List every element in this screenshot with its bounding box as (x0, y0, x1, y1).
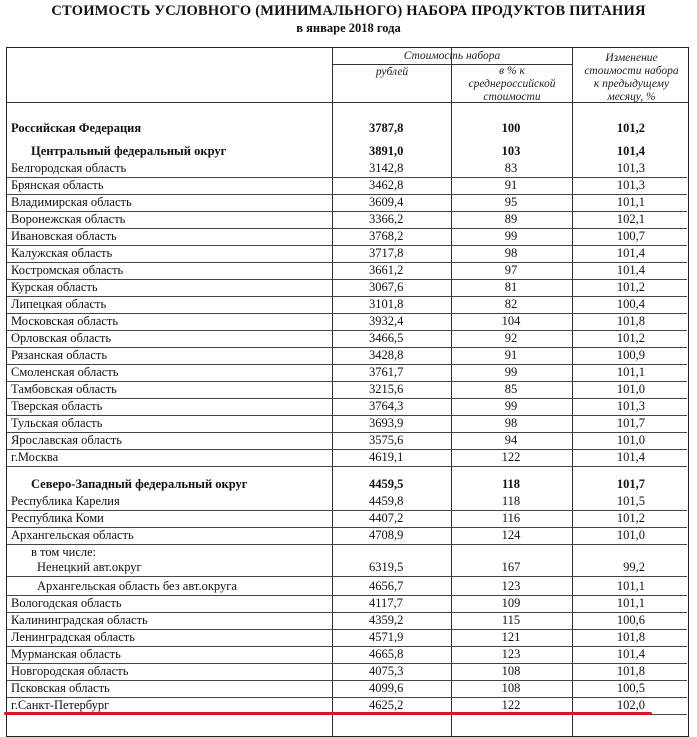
row-pct: 83 (504, 161, 518, 175)
header-pct-line3: стоимости (483, 91, 541, 103)
row-pct: 123 (501, 579, 521, 593)
row-cost: 4619,1 (369, 450, 404, 464)
row-cost: 3101,8 (369, 297, 404, 311)
row-pct: 118 (501, 494, 521, 508)
table-row (7, 229, 687, 246)
row-cost: 3609,4 (369, 195, 404, 209)
table-row (7, 263, 687, 280)
row-name: Курская область (11, 280, 98, 294)
table-row (7, 494, 687, 511)
header-pct-line2: среднероссийской (468, 78, 556, 90)
row-name: Белгородская область (11, 161, 127, 175)
row-name: Калининградская область (11, 613, 148, 627)
row-name: Владимирская область (11, 195, 132, 209)
table-row (7, 382, 687, 399)
row-change: 101,8 (616, 314, 645, 328)
row-name: Орловская область (11, 331, 112, 345)
row-change: 101,1 (616, 596, 645, 610)
row-name: Мурманская область (11, 647, 121, 661)
row-cost: 3693,9 (369, 416, 404, 430)
row-name: Воронежская область (11, 212, 126, 226)
row-name: Брянская область (11, 178, 104, 192)
row-name: Липецкая область (11, 297, 107, 311)
row-name: Архангельская область (11, 528, 134, 542)
row-change: 101,4 (616, 450, 645, 464)
row-pct: 124 (501, 528, 521, 542)
row-pct: 82 (504, 297, 518, 311)
row-name: Ленинградская область (11, 630, 135, 644)
row-cost: 4407,2 (369, 511, 404, 525)
row-cost: 3764,3 (369, 399, 404, 413)
row-name: Вологодская область (11, 596, 122, 610)
row-pct: 98 (504, 416, 518, 430)
row-cost: 4117,7 (369, 596, 403, 610)
header-change (573, 52, 690, 104)
row-change: 102,0 (616, 698, 645, 712)
row-pct: 121 (501, 630, 521, 644)
header-pct (452, 65, 572, 104)
row-pct: 81 (504, 280, 518, 294)
row-change: 101,0 (616, 528, 645, 542)
row-change: 101,7 (616, 416, 645, 430)
row-cost: 4459,8 (369, 494, 404, 508)
row-change: 101,4 (616, 246, 645, 260)
row-pct: 97 (504, 263, 518, 277)
row-divider (7, 466, 687, 467)
table-row (7, 647, 687, 664)
table-row (7, 433, 687, 450)
row-cost: 3142,8 (369, 161, 404, 175)
row-change: 101,3 (616, 161, 645, 175)
row-name: Смоленская область (11, 365, 119, 379)
table-row (7, 331, 687, 348)
row-change: 101,5 (616, 494, 645, 508)
row-pct: 116 (501, 511, 521, 525)
table-row (7, 560, 687, 577)
row-change: 101,2 (616, 280, 645, 294)
row-cost: 3428,8 (369, 348, 404, 362)
row-cost: 3575,6 (369, 433, 404, 447)
table-row (7, 528, 687, 545)
row-name: Ненецкий авт.округ (37, 560, 142, 574)
row-change: 100,7 (616, 229, 645, 243)
table-row (7, 365, 687, 382)
table-row (7, 314, 687, 331)
table-row (7, 399, 687, 416)
table-row (7, 195, 687, 212)
row-cost: 3661,2 (369, 263, 404, 277)
row-cost: 3067,6 (369, 280, 404, 294)
row-change: 101,4 (616, 647, 645, 661)
table-row (7, 664, 687, 681)
row-change: 102,1 (616, 212, 645, 226)
table-row (7, 613, 687, 630)
table-row (7, 596, 687, 613)
row-cost: 3215,6 (369, 382, 404, 396)
row-change: 101,2 (616, 331, 645, 345)
table-row (7, 416, 687, 433)
row-name: Ярославская область (11, 433, 122, 447)
row-pct: 104 (501, 314, 521, 328)
row-name: Московская область (11, 314, 119, 328)
row-change: 100,4 (616, 297, 645, 311)
row-cost: 3932,4 (369, 314, 404, 328)
table-row (7, 178, 687, 195)
row-name: г.Санкт-Петербург (11, 698, 110, 712)
row-change: 101,1 (616, 365, 645, 379)
row-name: Республика Коми (11, 511, 104, 525)
row-change: 100,5 (616, 681, 645, 695)
row-pct: 123 (501, 647, 521, 661)
row-cost: 3466,5 (369, 331, 404, 345)
row-pct: 103 (501, 144, 521, 158)
row-cost: 4099,6 (369, 681, 404, 695)
row-change: 101,2 (616, 511, 645, 525)
row-name: Тверская область (11, 399, 103, 413)
row-name: Российская Федерация (11, 121, 142, 135)
row-change: 101,8 (616, 664, 645, 678)
row-cost: 3768,2 (369, 229, 404, 243)
header-cost-group: Стоимость набора (403, 50, 501, 62)
table-row (7, 144, 687, 161)
row-cost: 3717,8 (369, 246, 404, 260)
row-name: Ивановская область (11, 229, 117, 243)
row-cost: 6319,5 (369, 560, 404, 574)
row-pct: 122 (501, 450, 521, 464)
row-pct: 109 (501, 596, 521, 610)
row-name: Рязанская область (11, 348, 108, 362)
row-cost: 3787,8 (369, 121, 404, 135)
table-row (7, 348, 687, 365)
table-row (7, 511, 687, 528)
row-change: 99,2 (623, 560, 645, 574)
row-pct: 99 (504, 365, 518, 379)
row-cost: 4359,2 (369, 613, 404, 627)
row-name: Новгородская область (11, 664, 129, 678)
page-title: СТОИМОСТЬ УСЛОВНОГО (МИНИМАЛЬНОГО) НАБОРА ПРОДУКТОВ ПИТАНИЯ (51, 3, 646, 19)
row-cost: 3761,7 (369, 365, 404, 379)
row-cost: 3462,8 (369, 178, 404, 192)
table-row (7, 280, 687, 297)
row-cost: 4656,7 (369, 579, 404, 593)
row-cost: 4708,9 (369, 528, 404, 542)
row-name: Тульская область (11, 416, 103, 430)
row-change: 100,9 (616, 348, 645, 362)
row-change: 101,1 (616, 579, 645, 593)
header-chg-line4: месяцу, % (607, 91, 656, 103)
table-row (7, 681, 687, 698)
row-pct: 122 (501, 698, 521, 712)
row-pct: 115 (501, 613, 521, 627)
header-chg-line1: Изменение (605, 52, 658, 64)
row-change: 101,0 (616, 382, 645, 396)
row-name: Архангельская область без авт.округа (37, 579, 237, 593)
row-pct: 108 (501, 664, 521, 678)
row-cost: 4665,8 (369, 647, 404, 661)
table-row (7, 161, 687, 178)
row-change: 101,8 (616, 630, 645, 644)
row-change: 101,4 (616, 144, 645, 158)
row-change: 101,0 (616, 433, 645, 447)
row-name: Центральный федеральный округ (31, 144, 227, 158)
row-cost: 3891,0 (369, 144, 404, 158)
row-divider (7, 576, 687, 577)
header-rub: рублей (375, 66, 409, 78)
row-name: Псковская область (11, 681, 110, 695)
header-pct-line1: в % к (499, 65, 525, 77)
row-name: Республика Карелия (11, 494, 120, 508)
row-change: 101,4 (616, 263, 645, 277)
row-pct: 94 (504, 433, 518, 447)
row-pct: 91 (504, 348, 518, 362)
row-pct: 89 (504, 212, 518, 226)
row-pct: 99 (504, 399, 518, 413)
table-row (7, 212, 687, 229)
row-cost: 4459,5 (369, 477, 404, 491)
row-pct: 92 (504, 331, 518, 345)
table-row (7, 246, 687, 263)
row-name: в том числе: (31, 545, 97, 559)
row-change: 101,2 (616, 121, 645, 135)
row-change: 101,7 (616, 477, 645, 491)
row-pct: 99 (504, 229, 518, 243)
highlight-underline (4, 712, 652, 715)
header-chg-line3: к предыдущему (593, 78, 670, 90)
row-pct: 85 (504, 382, 518, 396)
row-pct: 91 (504, 178, 518, 192)
table-row (7, 450, 687, 467)
row-name: г.Москва (11, 450, 59, 464)
row-change: 101,3 (616, 399, 645, 413)
table-row (7, 121, 687, 138)
row-name: Тамбовская область (11, 382, 117, 396)
row-pct: 118 (501, 477, 521, 491)
table-row (7, 630, 687, 647)
row-change: 101,1 (616, 195, 645, 209)
table-row (7, 579, 687, 596)
row-cost: 4075,3 (369, 664, 404, 678)
data-table (6, 47, 689, 737)
row-cost: 4571,9 (369, 630, 404, 644)
row-cost: 3366,2 (369, 212, 404, 226)
header-chg-line2: стоимости набора (584, 65, 679, 77)
page-subtitle: в январе 2018 года (296, 21, 401, 35)
row-pct: 95 (504, 195, 518, 209)
table-row (7, 477, 687, 494)
row-name: Северо-Западный федеральный округ (31, 477, 248, 491)
row-change: 100,6 (616, 613, 645, 627)
row-change: 101,3 (616, 178, 645, 192)
row-pct: 100 (501, 121, 521, 135)
row-cost: 4625,2 (369, 698, 404, 712)
row-pct: 108 (501, 681, 521, 695)
row-name: Костромская область (11, 263, 124, 277)
row-name: Калужская область (11, 246, 113, 260)
table-row (7, 297, 687, 314)
row-pct: 98 (504, 246, 518, 260)
row-pct: 167 (501, 560, 521, 574)
